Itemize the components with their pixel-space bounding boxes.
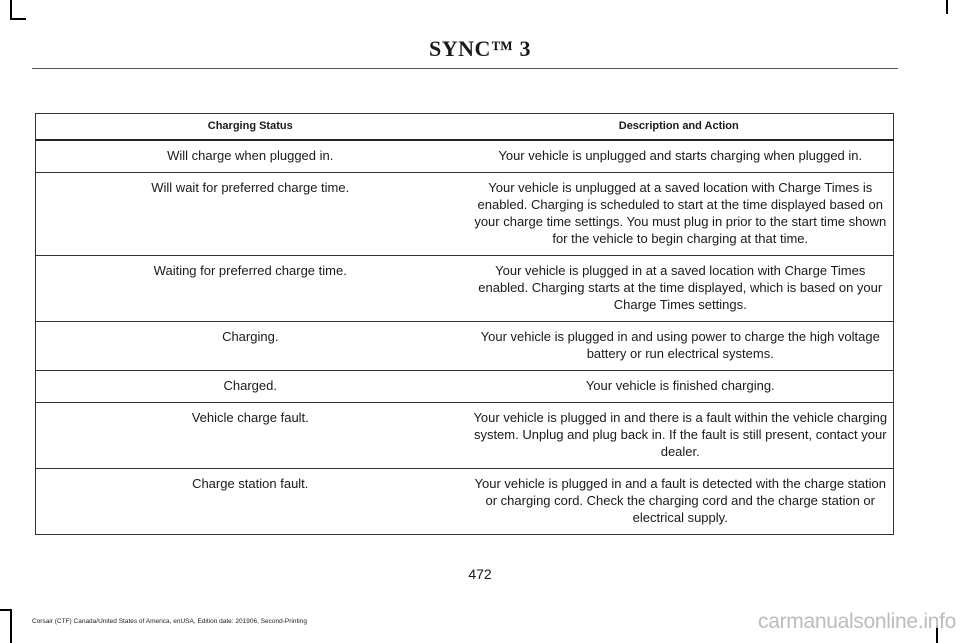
status-cell: Charged. bbox=[36, 371, 465, 403]
status-cell: Vehicle charge fault. bbox=[36, 403, 465, 469]
table-header-row bbox=[36, 114, 894, 141]
status-cell: Will wait for preferred charge time. bbox=[36, 173, 465, 256]
charging-status-table bbox=[35, 113, 894, 535]
crop-mark-bottom-left-h bbox=[0, 609, 12, 611]
table-row bbox=[36, 256, 894, 322]
crop-mark-top-right bbox=[946, 0, 948, 14]
table-row bbox=[36, 173, 894, 256]
column-header-description: Description and Action bbox=[465, 114, 894, 141]
description-cell: Your vehicle is unplugged and starts charging when plugged in. bbox=[465, 140, 894, 173]
column-header-charging-status: Charging Status bbox=[36, 114, 465, 141]
description-cell: Your vehicle is finished charging. bbox=[465, 371, 894, 403]
page-number: 472 bbox=[468, 566, 492, 582]
crop-mark-bottom-left-v bbox=[10, 610, 12, 643]
crop-mark-top-left-v bbox=[10, 0, 12, 20]
table-row bbox=[36, 322, 894, 371]
header-divider bbox=[32, 68, 898, 69]
description-cell: Your vehicle is plugged in and using power to charge the high voltage battery or run electrical systems. bbox=[465, 322, 894, 371]
description-cell: Your vehicle is plugged in at a saved location with Charge Times enabled. Charging starts at the time displayed, which is based on your Charge Times settings. bbox=[465, 256, 894, 322]
table-row bbox=[36, 469, 894, 535]
status-cell: Will charge when plugged in. bbox=[36, 140, 465, 173]
edition-footer: Corsair (CTF) Canada/United States of America, enUSA, Edition date: 201906, Second-Printing bbox=[32, 618, 307, 625]
crop-mark-top-left-h bbox=[10, 18, 26, 20]
watermark: carmanualsonline.info bbox=[758, 610, 956, 633]
table-row bbox=[36, 140, 894, 173]
status-cell: Charge station fault. bbox=[36, 469, 465, 535]
table-row bbox=[36, 403, 894, 469]
description-cell: Your vehicle is plugged in and there is a fault within the vehicle charging system. Unplug and plug back in. If the fault is still present, contact your dealer. bbox=[465, 403, 894, 469]
description-cell: Your vehicle is plugged in and a fault is detected with the charge station or charging cord. Check the charging cord and the charge station or electrical supply. bbox=[465, 469, 894, 535]
status-cell: Waiting for preferred charge time. bbox=[36, 256, 465, 322]
page-header-title: SYNC™ 3 bbox=[429, 36, 531, 61]
table-row bbox=[36, 371, 894, 403]
status-cell: Charging. bbox=[36, 322, 465, 371]
description-cell: Your vehicle is unplugged at a saved location with Charge Times is enabled. Charging is scheduled to start at the time displayed based on your charge time settings. You must plug in prior to the start time shown for the vehicle to begin charging at that time. bbox=[465, 173, 894, 256]
